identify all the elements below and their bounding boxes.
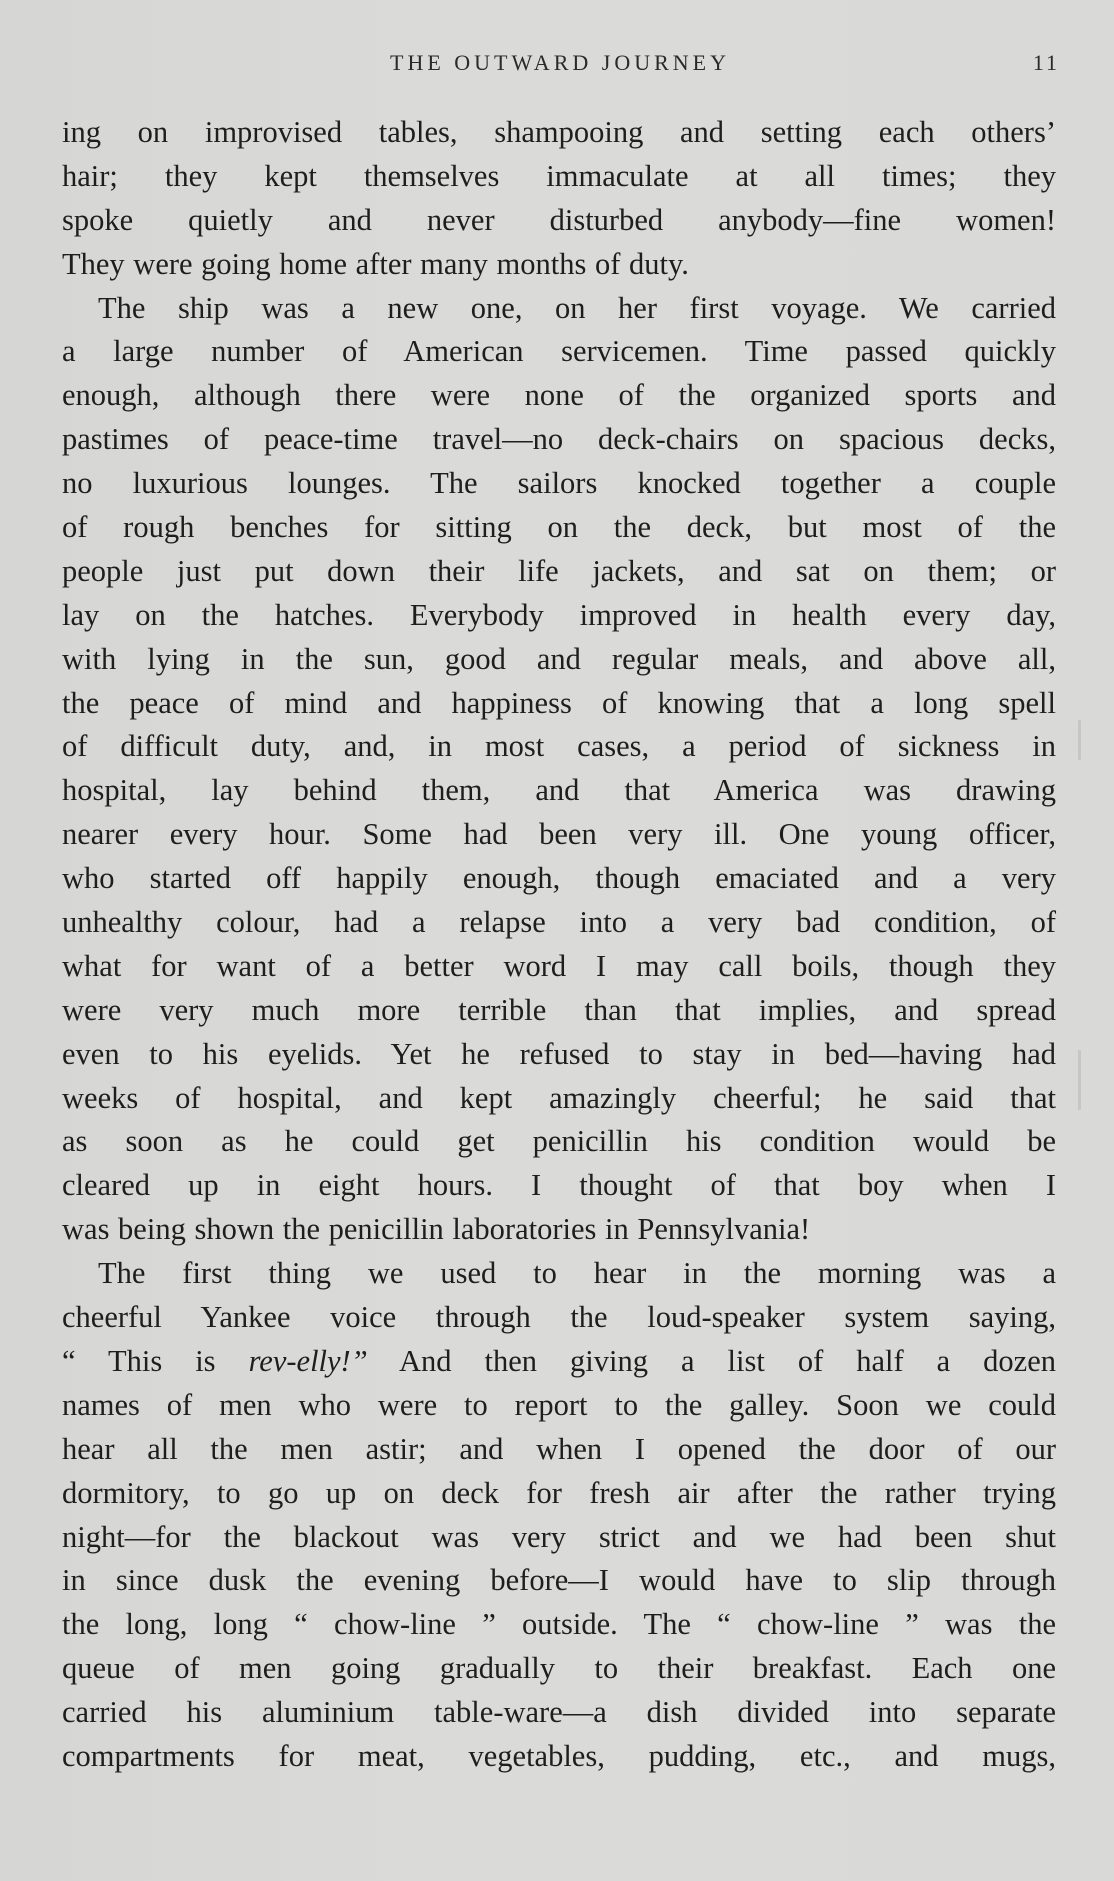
text-line: was being shown the penicillin laboratories in Pennsylvania! [62,1212,811,1247]
text-line: night—for the blackout was very strict and we had been shut [62,1519,1056,1554]
text-line: names of men who were to report to the galley. Soon we could [62,1387,1056,1422]
italic-phrase: rev-elly!” [248,1343,368,1378]
text-line: enough, although there were none of the organized sports and [62,378,1056,413]
text-line: spoke quietly and never disturbed anybody—fine women! [62,202,1056,237]
text-line: pastimes of peace-time travel—no deck-chairs on spacious decks, [62,422,1056,457]
text-line: of difficult duty, and, in most cases, a period of sickness in [62,729,1056,764]
text-line: lay on the hatches. Everybody improved in health every day, [62,597,1056,632]
text-line: hear all the men astir; and when I opened the door of our [62,1431,1056,1466]
text-line: as soon as he could get penicillin his condition would be [62,1124,1056,1159]
text-line: a large number of American servicemen. Time passed quickly [62,334,1056,369]
page-number: 11 [1032,50,1060,75]
text-line: The ship was a new one, on her first voyage. We carried [98,290,1056,325]
text-line: the long, long “ chow-line ” outside. The “ chow-line ” was the [62,1607,1056,1642]
text-line: of rough benches for sitting on the deck, but most of the [62,510,1056,545]
text-line: carried his aluminium table-ware—a dish divided into separate [62,1695,1056,1730]
text-line: cleared up in eight hours. I thought of that boy when I [62,1168,1056,1203]
text-line: cheerful Yankee voice through the loud-speaker system saying, [62,1300,1056,1335]
text-line: The first thing we used to hear in the morning was a [98,1256,1056,1291]
text-line: hair; they kept themselves immaculate at all times; they [62,158,1056,193]
quote-open: “ This is [62,1343,216,1378]
text-line: were very much more terrible than that implies, and spread [62,992,1056,1027]
text-line: even to his eyelids. Yet he refused to stay in bed—having had [62,1036,1056,1071]
text-line: with lying in the sun, good and regular meals, and above all, [62,641,1056,676]
text-line: unhealthy colour, had a relapse into a very bad condition, of [62,905,1056,940]
text-line [62,1340,1056,1384]
text-line: people just put down their life jackets, and sat on them; or [62,553,1056,588]
text-line: They were going home after many months of duty. [62,246,689,281]
quote-rest: And then giving a list of half a dozen [399,1343,1056,1378]
text-line: no luxurious lounges. The sailors knocked together a couple [62,466,1056,501]
text-line: weeks of hospital, and kept amazingly cheerful; he said that [62,1080,1056,1115]
running-head: THE OUTWARD JOURNEY [390,50,730,75]
page-edge-mark [1078,1050,1081,1110]
page-edge-mark [1078,720,1081,760]
text-line: the peace of mind and happiness of knowing that a long spell [62,685,1056,720]
body-text [62,111,1056,1779]
text-line: queue of men going gradually to their breakfast. Each one [62,1651,1056,1686]
text-line: dormitory, to go up on deck for fresh air after the rather trying [62,1475,1056,1510]
text-line: ing on improvised tables, shampooing and setting each others’ [62,115,1056,149]
text-line: compartments for meat, vegetables, pudding, etc., and mugs, [62,1738,1056,1773]
text-line: in since dusk the evening before—I would have to slip through [62,1563,1056,1598]
text-line: hospital, lay behind them, and that America was drawing [62,773,1056,808]
text-line: nearer every hour. Some had been very ill. One young officer, [62,817,1056,852]
text-line: who started off happily enough, though emaciated and a very [62,861,1056,896]
text-line: what for want of a better word I may call boils, though they [62,948,1056,983]
